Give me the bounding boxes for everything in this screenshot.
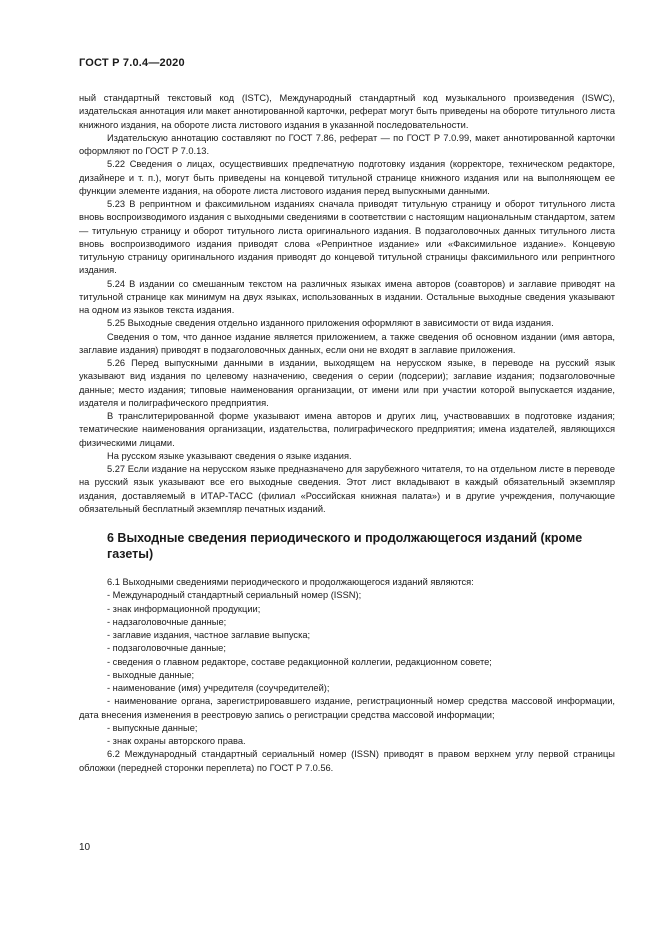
- list-item: - Международный стандартный сериальный номер (ISSN);: [107, 590, 362, 601]
- paragraph-5-22: 5.22 Сведения о лицах, осуществивших предпечатную подготовку издания (корректоре, техническом редакторе, дизайнере и т. п.), могут быть приведены на концевой титульной странице книжного издания или на выполняющем ее функции элементе издания, на обороте листа листового издания перед выпускными данными.: [79, 159, 615, 196]
- paragraph: На русском языке указывают сведения о языке издания.: [107, 450, 352, 461]
- list-item: - заглавие издания, частное заглавие выпуска;: [107, 630, 311, 640]
- paragraph-5-23: 5.23 В репринтном и факсимильном изданиях сначала приводят титульную страницу и оборот титульного листа вновь воспроизводимого издания с выходными сведениями в соответствии с настоящим национальным стандартом, затем — титульную страницу и оборот титульного листа оригинального издания. В подзаголовочных данных титульного листа вновь воспроизводимого издания приводят слова «Репринтное издание» или «Факсимильное издание». Концевую титульную страницу оригинального издания приводят до концевой титульной страницы факсимильного или репринтного издания.: [79, 199, 615, 276]
- paragraph-5-27: 5.27 Если издание на нерусском языке предназначено для зарубежного читателя, то на отдельном листе в переводе на русский язык указывают все его выходные сведения. Этот лист вкладывают в каждый обязательный экземпляр издания, доставляемый в ИТАР-ТАСС (филиал «Российская книжная палата») и в другие учреждения, получающие обязательный бесплатный экземпляр печатных изданий.: [79, 464, 615, 514]
- paragraph-6-1: 6.1 Выходными сведениями периодического и продолжающегося изданий являются:: [107, 577, 474, 587]
- paragraph: ный стандартный текстовый код (ISTC), Международный стандартный код музыкального произведения (ISWC), издательская аннотация или макет аннотированной карточки, реферат могут быть приведены на обороте титульного листа книжного издания, на обороте листа листового издания в указанной последовательности.: [79, 93, 615, 130]
- paragraph-6-2: 6.2 Международный стандартный сериальный номер (ISSN) приводят в правом верхнем углу первой страницы обложки (передней сторонки переплета) по ГОСТ Р 7.0.56.: [79, 749, 615, 773]
- list-item: - наименование (имя) учредителя (соучредителей);: [107, 683, 330, 693]
- page-number: 10: [79, 842, 91, 853]
- list-item: - знак информационной продукции;: [107, 603, 261, 614]
- document-header: ГОСТ Р 7.0.4—2020: [79, 57, 185, 69]
- list-item: - надзаголовочные данные;: [107, 616, 227, 627]
- paragraph-5-25: 5.25 Выходные сведения отдельно изданного приложения оформляют в зависимости от вида издания.: [107, 318, 554, 329]
- paragraph-5-26: 5.26 Перед выпускными данными в издании, выходящем на нерусском языке, в переводе на русский язык указывают вид издания по целевому назначению, сведения о серии (подсерии); заглавие издания; подзаголовочные данные; место издания; типовые наименования организации, от имени или при участии которой выпускается издание, издателя и полиграфического предприятия.: [79, 358, 615, 408]
- paragraph-5-24: 5.24 В издании со смешанным текстом на различных языках имена авторов (соавторов) и заглавие приводят на титульной странице как минимум на двух языках, использованных в издании. Остальные выходные сведения указывают на одном из языков текста издания.: [79, 278, 615, 315]
- list-item: - подзаголовочные данные;: [107, 643, 226, 654]
- section-heading-6: 6 Выходные сведения периодического и продолжающегося изданий (кроме газеты): [107, 531, 583, 561]
- paragraph: Сведения о том, что данное издание является приложением, а также сведения об основном издании (имя автора, заглавие издания) приводят в подзаголовочных данных, если они не входят в заглавие приложения.: [79, 331, 615, 355]
- list-item: - знак охраны авторского права.: [107, 736, 246, 746]
- list-item: - выпускные данные;: [107, 722, 198, 733]
- document-body: [79, 92, 615, 775]
- paragraph: Издательскую аннотацию составляют по ГОСТ 7.86, реферат — по ГОСТ Р 7.0.99, макет аннотированной карточки оформляют по ГОСТ Р 7.0.13.: [79, 132, 615, 156]
- paragraph: В транслитерированной форме указывают имена авторов и других лиц, участвовавших в подготовке издания; тематические наименования организации, издательства, полиграфического предприятия; имена издателей, являющихся физическими лицами.: [79, 411, 615, 448]
- list-item: - сведения о главном редакторе, составе редакционной коллегии, редакционном совете;: [107, 656, 492, 667]
- list-item: - наименование органа, зарегистрировавшего издание, регистрационный номер средства массовой информации, дата внесения изменения в реестровую запись о регистрации средства массовой информации;: [79, 696, 615, 720]
- list-item: - выходные данные;: [107, 669, 195, 680]
